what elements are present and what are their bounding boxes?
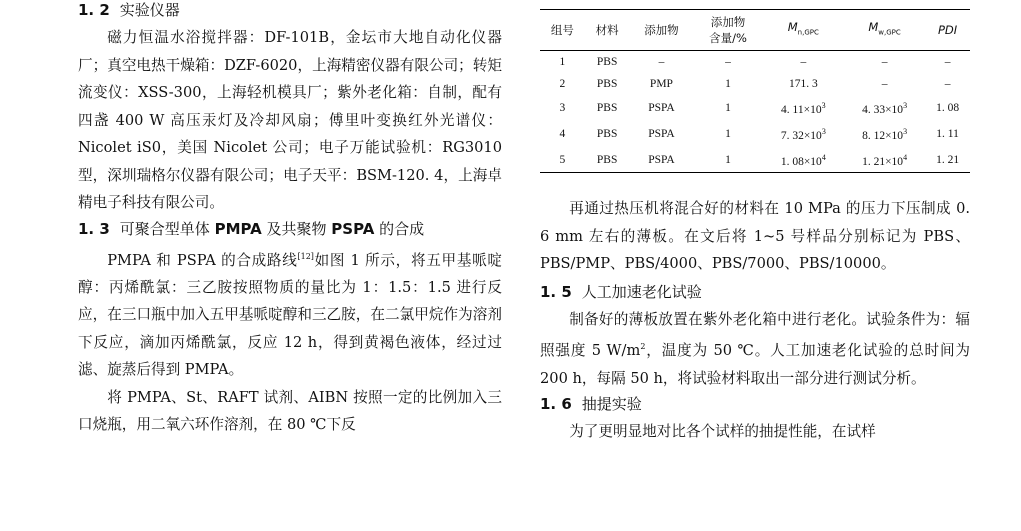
section-number: 1. 2 xyxy=(78,1,110,19)
section-heading-1-2 xyxy=(78,0,502,22)
section-number: 1. 5 xyxy=(540,282,572,301)
section-title-part: 的合成 xyxy=(374,219,425,238)
section-title: 人工加速老化试验 xyxy=(581,282,702,301)
pressing-paragraph: 再通过热压机将混合好的材料在 10 MPa 的压力下压制成 0. 6 mm 左右的薄板。在文后将 1~5 号样品分别标记为 PBS、PBS/PMP、PBS/4000、PBS/7000、PBS/10000。 xyxy=(540,200,970,273)
header-group: 组号 xyxy=(550,23,574,37)
superscript: 2 xyxy=(640,342,646,352)
section-title-bold-part: PSPA xyxy=(331,219,375,238)
header-material: 材料 xyxy=(595,23,619,37)
synthesis-text-post: 如图 1 所示，将五甲基哌啶醇：丙烯酰氯：三乙胺按照物质的量比为 1：1.5：1.5 进行反应，在三口瓶中加入五甲基哌啶醇和三乙胺，在二氯甲烷作为溶剂下反应，滴加丙烯酰氯，反应 12 h，得到黄褐色液体，经过过滤、旋蒸后得到 PMPA。 xyxy=(78,251,502,379)
table-row: 5 PBS PSPA 1 1. $08\times 10^4$ 1. $21\times 10^4$ 1. 21 xyxy=(559,152,960,168)
sample-table xyxy=(540,9,970,173)
section-heading-1-3 xyxy=(78,217,502,241)
section-title: 抽提实验 xyxy=(581,395,642,414)
synthesis-text-pre: PMPA 和 PSPA 的合成路线 xyxy=(107,251,298,269)
section-number: 1. 6 xyxy=(540,395,572,414)
extraction-paragraph: 为了更明显地对比各个试样的抽提性能，在试样 xyxy=(569,423,876,441)
table-row: 2 PBS PMP 1 171. 3 – – xyxy=(559,78,951,90)
aging-text-pre: 制备好的薄板放置在紫外老化箱中进行老化。试验条件为：辐照强度 5 W/m xyxy=(540,310,970,360)
aging-paragraph xyxy=(540,306,970,392)
left-column xyxy=(78,0,502,439)
section-title: 实验仪器 xyxy=(119,1,180,19)
table-header-row xyxy=(540,10,970,51)
synthesis-paragraph xyxy=(78,243,502,384)
citation-ref: [12] xyxy=(297,251,314,261)
header-mw: $M_{w,GPC}$ xyxy=(868,20,901,37)
instruments-paragraph: 磁力恒温水浴搅拌器：DF-101B，金坛市大地自动化仪器厂；真空电热干燥箱：DZF-6020，上海精密仪器有限公司；转矩流变仪：XSS-300，上海轻机模具厂；紫外老化箱：自制，配有四盏 400 W 高压汞灯及冷却风扇；傅里叶变换红外光谱仪：Nicolet iS0，美国 Nicolet 公司；电子万能试验机：RG3010 型，深圳瑞格尔仪器有限公司；电子天平：BSM-120. 4，上海卓精电子科技有限公司。 xyxy=(78,29,502,211)
header-content: 添加物 含量/% xyxy=(709,15,747,45)
section-title-part: 及共聚物 xyxy=(261,219,332,238)
section-heading-1-6 xyxy=(540,392,970,416)
right-column xyxy=(540,0,970,446)
table-row: 3 PBS PSPA 1 4. $11\times 10^3$ 4. $33\times 10^3$ 1. 08 xyxy=(559,101,960,116)
header-mn: $M_{n,GPC}$ xyxy=(787,20,819,37)
aging-text-post: ，温度为 50 ℃。人工加速老化试验的总时间为 200 h，每隔 50 h，将试验材料取出一部分进行测试分析。 xyxy=(540,342,970,387)
section-title-part: 可聚合型单体 xyxy=(119,219,215,238)
table-row: 1 PBS – – – – – xyxy=(559,56,951,68)
section-heading-1-5 xyxy=(540,280,970,304)
section-title-bold-part: PMPA xyxy=(214,219,262,238)
header-pdi: PDI xyxy=(938,23,958,37)
table-row: 4 PBS PSPA 1 7. $32\times 10^3$ 8. $12\times 10^3$ 1. 11 xyxy=(559,126,959,142)
copolymer-paragraph: 将 PMPA、St、RAFT 试剂、AIBN 按照一定的比例加入三口烧瓶，用二氧六环作溶剂，在 80 ℃下反 xyxy=(78,388,502,434)
header-additive: 添加物 xyxy=(644,23,679,37)
section-number: 1. 3 xyxy=(78,219,110,238)
